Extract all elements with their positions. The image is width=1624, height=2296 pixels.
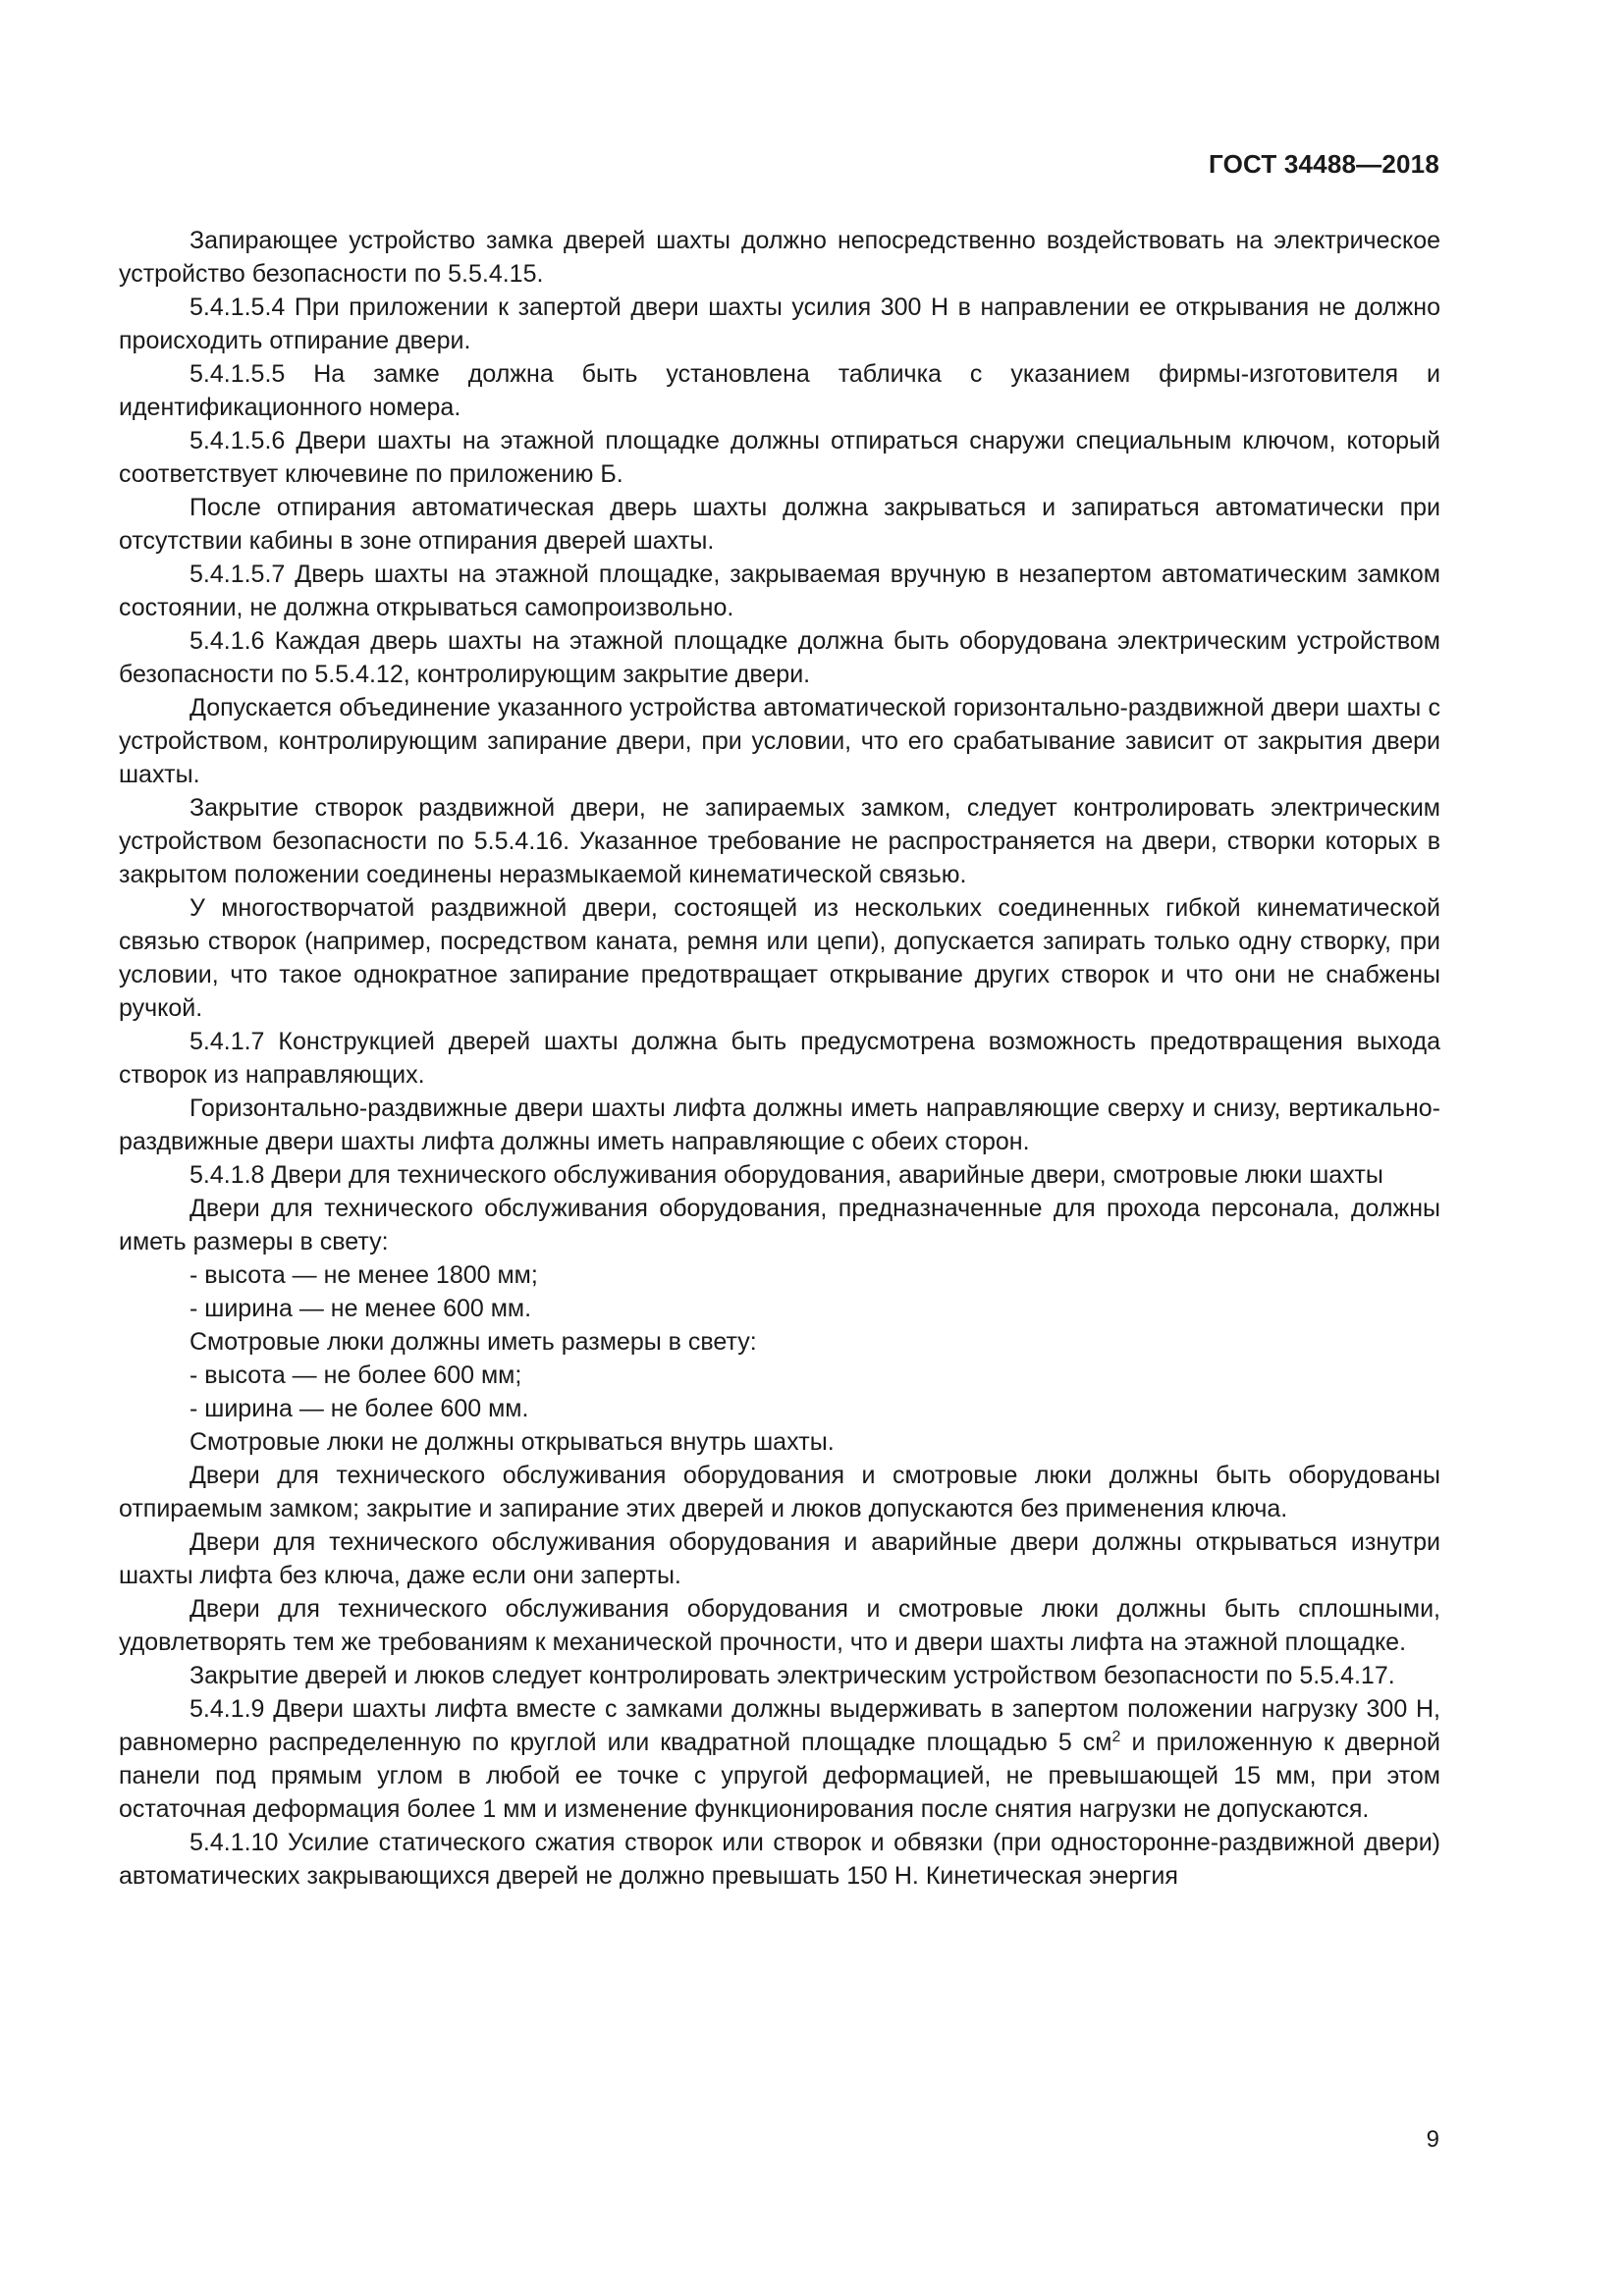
paragraph-text: Закрытие створок раздвижной двери, не запираемых замком, следует контролировать электрическим устройством безопасности по 5.5.4.16. Указанное требование не распространяется на двери, створки которых в закрытом положении соединены неразмыкаемой кинематической связью.: [119, 794, 1440, 888]
paragraph-text: - ширина — не менее 600 мм.: [189, 1295, 532, 1322]
superscript: 2: [1111, 1729, 1121, 1745]
paragraph-text: Двери для технического обслуживания оборудования и аварийные двери должны открываться изнутри шахты лифта без ключа, даже если они заперты.: [119, 1528, 1440, 1589]
paragraph: [119, 1092, 1440, 1158]
paragraph: [119, 424, 1440, 491]
paragraph-text: 5.4.1.9 Двери шахты лифта вместе с замками должны выдерживать в запертом положении нагрузку 300 Н, равномерно распределенную по круглой или квадратной площадке площадью 5 см: [119, 1695, 1440, 1756]
paragraph-text: Двери для технического обслуживания оборудования и смотровые люки должны быть оборудованы отпираемым замком; закрытие и запирание этих дверей и люков допускаются без применения ключа.: [119, 1462, 1440, 1522]
paragraph-text: 5.4.1.10 Усилие статического сжатия створок или створок и обвязки (при односторонне-раздвижной двери) автоматических закрывающихся дверей не должно превышать 150 Н. Кинетическая энергия: [119, 1829, 1440, 1890]
paragraph-text: - высота — не менее 1800 мм;: [189, 1261, 538, 1289]
paragraph-text: Смотровые люки должны иметь размеры в свету:: [189, 1328, 757, 1356]
page-number: 9: [1426, 2126, 1439, 2153]
paragraph: [119, 691, 1440, 791]
paragraph: [119, 1692, 1440, 1826]
paragraph: [119, 1525, 1440, 1592]
paragraph-text: 5.4.1.7 Конструкцией дверей шахты должна быть предусмотрена возможность предотвращения выхода створок из направляющих.: [119, 1028, 1440, 1089]
paragraph: [119, 1592, 1440, 1659]
paragraph-text: - ширина — не более 600 мм.: [189, 1395, 529, 1422]
paragraph-text: Запирающее устройство замка дверей шахты должно непосредственно воздействовать на электрическое устройство безопасности по 5.5.4.15.: [119, 227, 1440, 288]
document-body: [119, 224, 1440, 1893]
paragraph-text: 5.4.1.8 Двери для технического обслуживания оборудования, аварийные двери, смотровые люки шахты: [189, 1161, 1383, 1189]
paragraph-text: Двери для технического обслуживания оборудования и смотровые люки должны быть сплошными, удовлетворять тем же требованиям к механической прочности, что и двери шахты лифта на этажной площадке.: [119, 1595, 1440, 1656]
paragraph: [119, 1459, 1440, 1525]
paragraph: [119, 791, 1440, 891]
paragraph: [119, 1325, 1440, 1359]
paragraph-text: 5.4.1.6 Каждая дверь шахты на этажной площадке должна быть оборудована электрическим устройством безопасности по 5.5.4.12, контролирующим закрытие двери.: [119, 627, 1440, 688]
paragraph-text: После отпирания автоматическая дверь шахты должна закрываться и запираться автоматически при отсутствии кабины в зоне отпирания дверей шахты.: [119, 494, 1440, 555]
list-item: [119, 1359, 1440, 1392]
paragraph-text: 5.4.1.5.5 На замке должна быть установлена табличка с указанием фирмы-изготовителя и идентификационного номера.: [119, 360, 1440, 421]
paragraph: [119, 1192, 1440, 1258]
paragraph-text: 5.4.1.5.6 Двери шахты на этажной площадке должны отпираться снаружи специальным ключом, который соответствует ключевине по приложению Б.: [119, 427, 1440, 488]
paragraph: [119, 891, 1440, 1025]
paragraph: [119, 1425, 1440, 1459]
paragraph: [119, 1158, 1440, 1192]
paragraph-text: Смотровые люки не должны открываться внутрь шахты.: [189, 1428, 835, 1456]
standard-header: ГОСТ 34488—2018: [1209, 149, 1439, 179]
paragraph-text: Горизонтально-раздвижные двери шахты лифта должны иметь направляющие сверху и снизу, вертикально-раздвижные двери шахты лифта должны иметь направляющие с обеих сторон.: [119, 1095, 1440, 1155]
paragraph-text: 5.4.1.5.7 Дверь шахты на этажной площадке, закрываемая вручную в незапертом автоматическим замком состоянии, не должна открываться самопроизвольно.: [119, 561, 1440, 621]
paragraph-text-tail: и приложенную к дверной панели под прямым углом в любой ее точке с упругой деформацией, не превышающей 15 мм, при этом остаточная деформация более 1 мм и изменение функционирования после снятия нагрузки не допускаются.: [119, 1729, 1440, 1823]
paragraph: [119, 1826, 1440, 1893]
paragraph: [119, 1659, 1440, 1692]
paragraph: [119, 558, 1440, 624]
paragraph: [119, 624, 1440, 691]
list-item: [119, 1292, 1440, 1325]
paragraph-text: - высота — не более 600 мм;: [189, 1362, 522, 1389]
list-item: [119, 1258, 1440, 1292]
paragraph: [119, 224, 1440, 291]
paragraph-text: У многостворчатой раздвижной двери, состоящей из нескольких соединенных гибкой кинематической связью створок (например, посредством каната, ремня или цепи), допускается запирать только одну створку, при условии, что такое однократное запирание предотвращает открывание других створок и что они не снабжены ручкой.: [119, 894, 1440, 1022]
paragraph: [119, 1025, 1440, 1092]
paragraph-text: Закрытие дверей и люков следует контролировать электрическим устройством безопасности по 5.5.4.17.: [189, 1662, 1395, 1689]
paragraph-text: 5.4.1.5.4 При приложении к запертой двери шахты усилия 300 Н в направлении ее открывания не должно происходить отпирание двери.: [119, 294, 1440, 354]
paragraph: [119, 357, 1440, 424]
list-item: [119, 1392, 1440, 1425]
paragraph-text: Допускается объединение указанного устройства автоматической горизонтально-раздвижной двери шахты с устройством, контролирующим запирание двери, при условии, что его срабатывание зависит от закрытия двери шахты.: [119, 694, 1440, 788]
paragraph: [119, 491, 1440, 558]
paragraph-text: Двери для технического обслуживания оборудования, предназначенные для прохода персонала, должны иметь размеры в свету:: [119, 1195, 1440, 1255]
paragraph: [119, 291, 1440, 357]
